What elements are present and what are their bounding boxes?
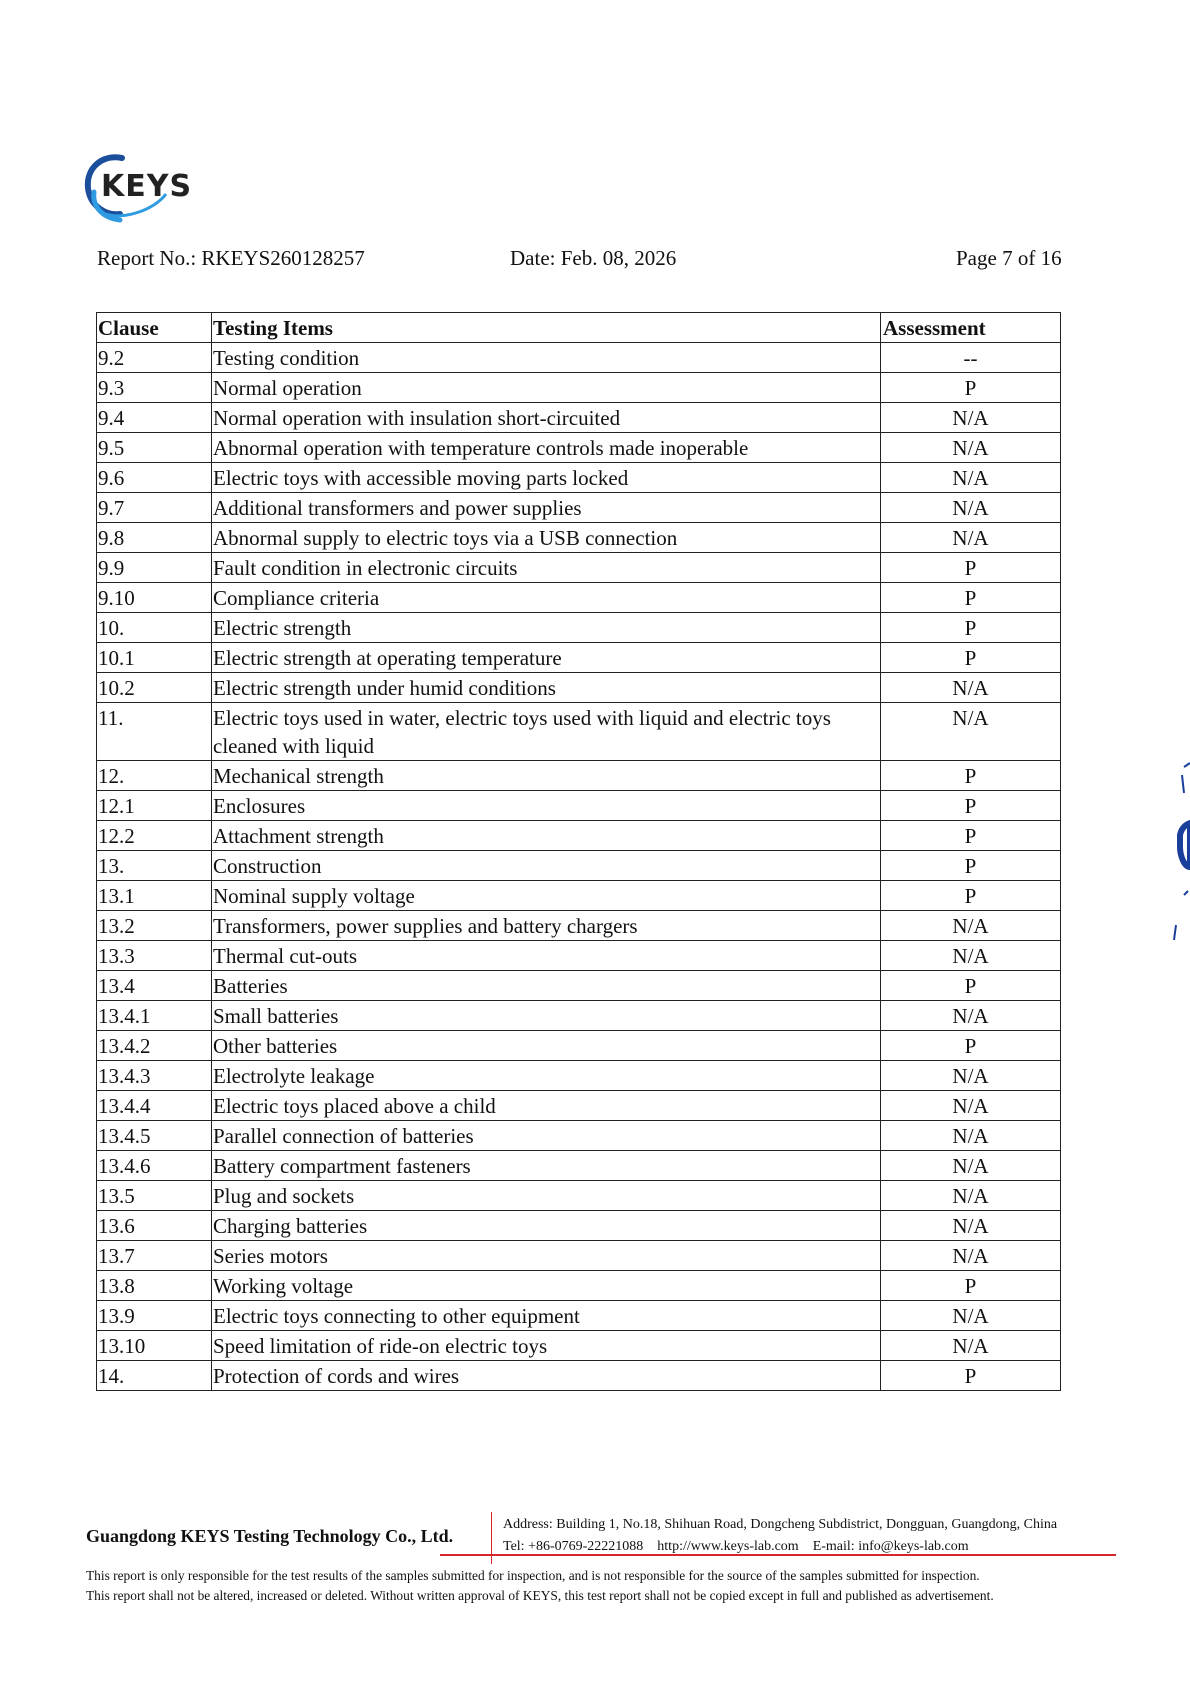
table-row (97, 941, 1061, 971)
report-date: Date: Feb. 08, 2026 (510, 246, 677, 270)
testing-item-cell: Parallel connection of batteries (212, 1121, 881, 1151)
assessment-cell: N/A (881, 1001, 1061, 1031)
table-row (97, 373, 1061, 403)
table-row (97, 433, 1061, 463)
table-row (97, 403, 1061, 433)
testing-item-cell: Electric toys connecting to other equipment (212, 1301, 881, 1331)
table-row (97, 673, 1061, 703)
assessment-cell: N/A (881, 673, 1061, 703)
testing-item-cell: Compliance criteria (212, 583, 881, 613)
assessment-cell: N/A (881, 1181, 1061, 1211)
table-header-row (97, 313, 1061, 343)
clause-cell: 9.10 (97, 583, 212, 613)
clause-cell: 9.9 (97, 553, 212, 583)
testing-item-cell: Construction (212, 851, 881, 881)
clause-cell: 13.4.6 (97, 1151, 212, 1181)
testing-item-cell: Small batteries (212, 1001, 881, 1031)
assessment-cell: N/A (881, 703, 1061, 761)
clause-cell: 12.1 (97, 791, 212, 821)
testing-item-cell: Transformers, power supplies and battery chargers (212, 911, 881, 941)
clause-cell: 13.4.2 (97, 1031, 212, 1061)
testing-item-cell: Series motors (212, 1241, 881, 1271)
clause-cell: 13.4.5 (97, 1121, 212, 1151)
clause-cell: 9.6 (97, 463, 212, 493)
clause-cell: 9.3 (97, 373, 212, 403)
testing-item-cell: Testing condition (212, 343, 881, 373)
clause-cell: 13.6 (97, 1211, 212, 1241)
assessment-cell: P (881, 643, 1061, 673)
testing-items-table (96, 312, 1061, 1391)
clause-cell: 12. (97, 761, 212, 791)
testing-item-cell: Electrolyte leakage (212, 1061, 881, 1091)
disclaimer-line: This report is only responsible for the test results of the samples submitted for inspection, and is not responsible for the source of the samples submitted for inspection. (86, 1568, 980, 1583)
clause-cell: 9.2 (97, 343, 212, 373)
table-row (97, 971, 1061, 1001)
table-row (97, 1271, 1061, 1301)
assessment-cell: P (881, 851, 1061, 881)
table-row (97, 1151, 1061, 1181)
table-row (97, 791, 1061, 821)
clause-cell: 13.4.1 (97, 1001, 212, 1031)
table-row (97, 1181, 1061, 1211)
company-name: Guangdong KEYS Testing Technology Co., Ltd. (86, 1526, 454, 1546)
clause-cell: 9.5 (97, 433, 212, 463)
testing-item-cell: Mechanical strength (212, 761, 881, 791)
keys-logo (84, 150, 204, 225)
assessment-cell: P (881, 1271, 1061, 1301)
assessment-cell: N/A (881, 1301, 1061, 1331)
clause-cell: 11. (97, 703, 212, 761)
testing-item-cell: Plug and sockets (212, 1181, 881, 1211)
testing-item-cell: Normal operation with insulation short-circuited (212, 403, 881, 433)
testing-item-cell: Normal operation (212, 373, 881, 403)
table-row (97, 463, 1061, 493)
table-row (97, 1211, 1061, 1241)
assessment-cell: N/A (881, 941, 1061, 971)
testing-item-cell: Electric toys placed above a child (212, 1091, 881, 1121)
disclaimer-line: This report shall not be altered, increased or deleted. Without written approval of KEYS, this test report shall not be copied except in full and published as advertisement. (86, 1588, 994, 1603)
testing-item-cell: Charging batteries (212, 1211, 881, 1241)
testing-item-cell: Protection of cords and wires (212, 1361, 881, 1391)
clause-cell: 13.3 (97, 941, 212, 971)
header-testing-items: Testing Items (212, 313, 881, 343)
table-row (97, 523, 1061, 553)
table-row (97, 1241, 1061, 1271)
assessment-cell: N/A (881, 493, 1061, 523)
address: Address: Building 1, No.18, Shihuan Road, Dongcheng Subdistrict, Dongguan, Guangdong, China (503, 1517, 1058, 1532)
testing-item-cell: Electric strength (212, 613, 881, 643)
testing-item-cell: Additional transformers and power supplies (212, 493, 881, 523)
assessment-cell: N/A (881, 1151, 1061, 1181)
assessment-cell: P (881, 1361, 1061, 1391)
testing-item-cell: Abnormal operation with temperature controls made inoperable (212, 433, 881, 463)
contact-block (503, 1514, 1057, 1558)
table-row (97, 851, 1061, 881)
clause-cell: 13.4 (97, 971, 212, 1001)
clause-cell: 10. (97, 613, 212, 643)
assessment-cell: P (881, 971, 1061, 1001)
clause-cell: 13.9 (97, 1301, 212, 1331)
clause-cell: 13.5 (97, 1181, 212, 1211)
clause-cell: 13.4.3 (97, 1061, 212, 1091)
table-row (97, 643, 1061, 673)
clause-cell: 9.8 (97, 523, 212, 553)
assessment-cell: N/A (881, 1211, 1061, 1241)
testing-item-cell: Thermal cut-outs (212, 941, 881, 971)
header-assessment: Assessment (881, 313, 1061, 343)
table-row (97, 703, 1061, 761)
header-clause: Clause (97, 313, 212, 343)
clause-cell: 10.2 (97, 673, 212, 703)
table-row (97, 583, 1061, 613)
testing-item-cell: Attachment strength (212, 821, 881, 851)
assessment-cell: P (881, 583, 1061, 613)
table-row (97, 911, 1061, 941)
testing-item-cell: Electric strength under humid conditions (212, 673, 881, 703)
clause-cell: 10.1 (97, 643, 212, 673)
footer-divider-vertical (491, 1512, 492, 1564)
assessment-cell: P (881, 373, 1061, 403)
table-row (97, 493, 1061, 523)
assessment-cell: N/A (881, 463, 1061, 493)
table-row (97, 1031, 1061, 1061)
assessment-cell: -- (881, 343, 1061, 373)
disclaimer (86, 1566, 994, 1606)
testing-item-cell: Electric toys with accessible moving parts locked (212, 463, 881, 493)
clause-cell: 13.8 (97, 1271, 212, 1301)
assessment-cell: P (881, 821, 1061, 851)
table-row (97, 881, 1061, 911)
assessment-cell: N/A (881, 523, 1061, 553)
assessment-cell: P (881, 1031, 1061, 1061)
testing-item-cell: Electric strength at operating temperature (212, 643, 881, 673)
clause-cell: 14. (97, 1361, 212, 1391)
partial-stamp (1172, 755, 1190, 955)
testing-item-cell: Battery compartment fasteners (212, 1151, 881, 1181)
table-row (97, 1331, 1061, 1361)
clause-cell: 9.4 (97, 403, 212, 433)
page-number: Page 7 of 16 (956, 246, 1062, 270)
table-row (97, 1061, 1061, 1091)
testing-item-cell: Fault condition in electronic circuits (212, 553, 881, 583)
table-row (97, 1301, 1061, 1331)
logo-text: KEYS (101, 169, 193, 204)
table-row (97, 613, 1061, 643)
testing-item-cell: Speed limitation of ride-on electric toys (212, 1331, 881, 1361)
assessment-cell: N/A (881, 1121, 1061, 1151)
testing-item-cell: Batteries (212, 971, 881, 1001)
table-row (97, 343, 1061, 373)
website-link[interactable]: http://www.keys-lab.com (657, 1539, 799, 1554)
clause-cell: 13.10 (97, 1331, 212, 1361)
email[interactable]: E-mail: info@keys-lab.com (812, 1539, 969, 1554)
assessment-cell: N/A (881, 403, 1061, 433)
telephone: Tel: +86-0769-22221088 (503, 1539, 644, 1554)
assessment-cell: N/A (881, 1241, 1061, 1271)
clause-cell: 9.7 (97, 493, 212, 523)
clause-cell: 13.1 (97, 881, 212, 911)
assessment-cell: N/A (881, 1331, 1061, 1361)
assessment-cell: N/A (881, 911, 1061, 941)
testing-item-cell: Electric toys used in water, electric toys used with liquid and electric toys cleaned with liquid (212, 703, 881, 761)
assessment-cell: P (881, 791, 1061, 821)
assessment-cell: N/A (881, 1061, 1061, 1091)
assessment-cell: P (881, 553, 1061, 583)
table-row (97, 553, 1061, 583)
table-row (97, 1121, 1061, 1151)
report-number: Report No.: RKEYS260128257 (97, 246, 365, 270)
table-row (97, 1001, 1061, 1031)
table-row (97, 761, 1061, 791)
testing-item-cell: Working voltage (212, 1271, 881, 1301)
assessment-cell: P (881, 881, 1061, 911)
contact-line (503, 1536, 1057, 1558)
clause-cell: 12.2 (97, 821, 212, 851)
clause-cell: 13. (97, 851, 212, 881)
testing-item-cell: Enclosures (212, 791, 881, 821)
clause-cell: 13.2 (97, 911, 212, 941)
clause-cell: 13.7 (97, 1241, 212, 1271)
testing-item-cell: Nominal supply voltage (212, 881, 881, 911)
clause-cell: 13.4.4 (97, 1091, 212, 1121)
table-row (97, 1361, 1061, 1391)
testing-item-cell: Abnormal supply to electric toys via a USB connection (212, 523, 881, 553)
assessment-cell: P (881, 613, 1061, 643)
assessment-cell: N/A (881, 1091, 1061, 1121)
assessment-cell: P (881, 761, 1061, 791)
table-row (97, 821, 1061, 851)
table-row (97, 1091, 1061, 1121)
assessment-cell: N/A (881, 433, 1061, 463)
testing-item-cell: Other batteries (212, 1031, 881, 1061)
